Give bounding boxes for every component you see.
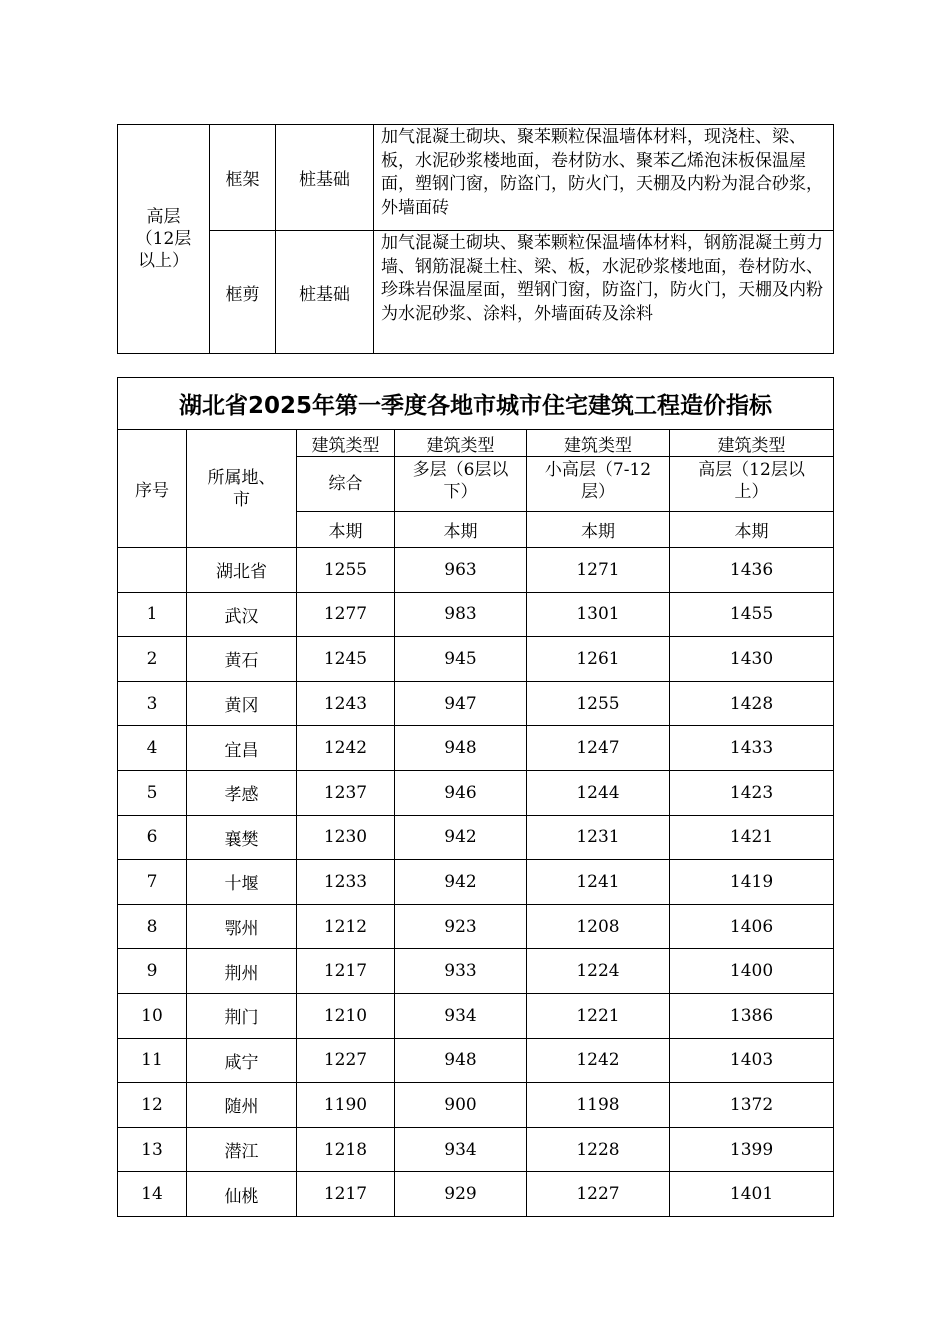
table-row bbox=[118, 770, 834, 815]
table-row bbox=[118, 1172, 834, 1217]
region-cell: 随州 bbox=[187, 1083, 297, 1128]
spec-row bbox=[118, 231, 834, 354]
value-cell: 948 bbox=[395, 726, 527, 771]
period-header: 本期 bbox=[670, 512, 834, 548]
seq-cell: 10 bbox=[118, 993, 187, 1038]
seq-cell: 4 bbox=[118, 726, 187, 771]
value-cell: 1190 bbox=[297, 1083, 395, 1128]
table-row bbox=[118, 993, 834, 1038]
region-cell: 湖北省 bbox=[187, 548, 297, 593]
value-cell: 933 bbox=[395, 949, 527, 994]
value-cell: 1198 bbox=[527, 1083, 670, 1128]
value-cell: 900 bbox=[395, 1083, 527, 1128]
value-cell: 1208 bbox=[527, 904, 670, 949]
value-cell: 947 bbox=[395, 681, 527, 726]
subtype-header bbox=[395, 457, 527, 512]
value-cell: 1227 bbox=[527, 1172, 670, 1217]
seq-cell: 8 bbox=[118, 904, 187, 949]
period-header: 本期 bbox=[527, 512, 670, 548]
value-cell: 1245 bbox=[297, 637, 395, 682]
value-cell: 963 bbox=[395, 548, 527, 593]
value-cell: 1221 bbox=[527, 993, 670, 1038]
cost-index-table bbox=[117, 377, 834, 1217]
subtype-header bbox=[297, 457, 395, 512]
value-cell: 983 bbox=[395, 592, 527, 637]
subtype-line: 下） bbox=[443, 482, 478, 502]
table-row bbox=[118, 860, 834, 905]
value-cell: 1403 bbox=[670, 1038, 834, 1083]
structure-type: 框剪 bbox=[210, 231, 276, 354]
seq-cell: 3 bbox=[118, 681, 187, 726]
seq-cell: 14 bbox=[118, 1172, 187, 1217]
value-cell: 1271 bbox=[527, 548, 670, 593]
value-cell: 1242 bbox=[297, 726, 395, 771]
subtype-line: 层） bbox=[581, 482, 615, 502]
value-cell: 1242 bbox=[527, 1038, 670, 1083]
subtype-line: 高层（12层以 bbox=[698, 460, 805, 480]
table-row bbox=[118, 949, 834, 994]
table-row bbox=[118, 681, 834, 726]
value-cell: 1423 bbox=[670, 770, 834, 815]
seq-cell: 12 bbox=[118, 1083, 187, 1128]
seq-cell: 2 bbox=[118, 637, 187, 682]
subtype-line: 多层（6层以 bbox=[412, 460, 509, 480]
value-cell: 942 bbox=[395, 815, 527, 860]
region-cell: 仙桃 bbox=[187, 1172, 297, 1217]
seq-cell: 1 bbox=[118, 592, 187, 637]
value-cell: 1261 bbox=[527, 637, 670, 682]
region-cell: 荆州 bbox=[187, 949, 297, 994]
foundation-type: 桩基础 bbox=[276, 125, 374, 231]
structure-type: 框架 bbox=[210, 125, 276, 231]
value-cell: 1255 bbox=[527, 681, 670, 726]
seq-cell: 13 bbox=[118, 1127, 187, 1172]
subtype-header bbox=[670, 457, 834, 512]
value-cell: 1386 bbox=[670, 993, 834, 1038]
region-cell: 潜江 bbox=[187, 1127, 297, 1172]
region-cell: 宜昌 bbox=[187, 726, 297, 771]
period-header: 本期 bbox=[395, 512, 527, 548]
region-cell: 武汉 bbox=[187, 592, 297, 637]
value-cell: 1227 bbox=[297, 1038, 395, 1083]
construction-description: 加气混凝土砌块、聚苯颗粒保温墙体材料，钢筋混凝土剪力墙、钢筋混凝土柱、梁、板，水泥砂浆楼地面，卷材防水、珍珠岩保温屋面，塑钢门窗，防盗门，防火门，天棚及内粉为水泥砂浆、涂料，外墙面砖及涂料 bbox=[374, 231, 834, 354]
seq-header: 序号 bbox=[118, 430, 187, 548]
value-cell: 1430 bbox=[670, 637, 834, 682]
value-cell: 1217 bbox=[297, 949, 395, 994]
value-cell: 1212 bbox=[297, 904, 395, 949]
region-header bbox=[187, 430, 297, 548]
table-title: 湖北省2025年第一季度各地市城市住宅建筑工程造价指标 bbox=[118, 378, 834, 430]
table-row bbox=[118, 548, 834, 593]
value-cell: 1228 bbox=[527, 1127, 670, 1172]
subtype-line: 小高层（7-12 bbox=[544, 460, 652, 480]
value-cell: 934 bbox=[395, 1127, 527, 1172]
value-cell: 948 bbox=[395, 1038, 527, 1083]
value-cell: 1210 bbox=[297, 993, 395, 1038]
value-cell: 1233 bbox=[297, 860, 395, 905]
header-row bbox=[118, 430, 834, 457]
value-cell: 1241 bbox=[527, 860, 670, 905]
value-cell: 1230 bbox=[297, 815, 395, 860]
seq-cell: 11 bbox=[118, 1038, 187, 1083]
foundation-type: 桩基础 bbox=[276, 231, 374, 354]
value-cell: 1421 bbox=[670, 815, 834, 860]
value-cell: 1224 bbox=[527, 949, 670, 994]
value-cell: 1455 bbox=[670, 592, 834, 637]
value-cell: 1301 bbox=[527, 592, 670, 637]
region-header-line: 市 bbox=[233, 489, 250, 510]
building-type-header: 建筑类型 bbox=[395, 430, 527, 457]
value-cell: 923 bbox=[395, 904, 527, 949]
value-cell: 1277 bbox=[297, 592, 395, 637]
region-cell: 孝感 bbox=[187, 770, 297, 815]
spec-row bbox=[118, 125, 834, 231]
table-row bbox=[118, 1038, 834, 1083]
value-cell: 1244 bbox=[527, 770, 670, 815]
value-cell: 942 bbox=[395, 860, 527, 905]
value-cell: 1372 bbox=[670, 1083, 834, 1128]
value-cell: 1399 bbox=[670, 1127, 834, 1172]
seq-cell: 9 bbox=[118, 949, 187, 994]
value-cell: 1255 bbox=[297, 548, 395, 593]
category-label: （12层 bbox=[135, 229, 192, 249]
value-cell: 929 bbox=[395, 1172, 527, 1217]
region-header-line: 所属地、 bbox=[207, 467, 276, 488]
category-label: 以上） bbox=[138, 251, 189, 271]
building-type-header: 建筑类型 bbox=[297, 430, 395, 457]
table-row bbox=[118, 592, 834, 637]
construction-description: 加气混凝土砌块、聚苯颗粒保温墙体材料，现浇柱、梁、板，水泥砂浆楼地面，卷材防水、聚苯乙烯泡沫板保温屋面，塑钢门窗，防盗门，防火门，天棚及内粉为混合砂浆，外墙面砖 bbox=[374, 125, 834, 231]
value-cell: 1406 bbox=[670, 904, 834, 949]
region-cell: 咸宁 bbox=[187, 1038, 297, 1083]
seq-cell: 6 bbox=[118, 815, 187, 860]
period-header: 本期 bbox=[297, 512, 395, 548]
value-cell: 1217 bbox=[297, 1172, 395, 1217]
table-row bbox=[118, 726, 834, 771]
subtype-line: 上） bbox=[734, 482, 769, 502]
region-cell: 黄石 bbox=[187, 637, 297, 682]
value-cell: 1401 bbox=[670, 1172, 834, 1217]
value-cell: 946 bbox=[395, 770, 527, 815]
building-type-header: 建筑类型 bbox=[527, 430, 670, 457]
value-cell: 1231 bbox=[527, 815, 670, 860]
subtype-line: 综合 bbox=[328, 474, 363, 494]
subtype-header bbox=[527, 457, 670, 512]
value-cell: 1243 bbox=[297, 681, 395, 726]
value-cell: 1247 bbox=[527, 726, 670, 771]
table-row bbox=[118, 1127, 834, 1172]
seq-cell: 5 bbox=[118, 770, 187, 815]
seq-cell bbox=[118, 548, 187, 593]
value-cell: 945 bbox=[395, 637, 527, 682]
building-type-header: 建筑类型 bbox=[670, 430, 834, 457]
building-spec-table bbox=[117, 124, 834, 354]
category-cell bbox=[118, 125, 210, 354]
value-cell: 1237 bbox=[297, 770, 395, 815]
region-cell: 荆门 bbox=[187, 993, 297, 1038]
region-cell: 十堰 bbox=[187, 860, 297, 905]
region-cell: 鄂州 bbox=[187, 904, 297, 949]
value-cell: 1218 bbox=[297, 1127, 395, 1172]
region-cell: 黄冈 bbox=[187, 681, 297, 726]
value-cell: 934 bbox=[395, 993, 527, 1038]
table-row bbox=[118, 637, 834, 682]
value-cell: 1436 bbox=[670, 548, 834, 593]
value-cell: 1419 bbox=[670, 860, 834, 905]
value-cell: 1433 bbox=[670, 726, 834, 771]
category-label: 高层 bbox=[146, 207, 181, 227]
table-row bbox=[118, 904, 834, 949]
region-cell: 襄樊 bbox=[187, 815, 297, 860]
value-cell: 1428 bbox=[670, 681, 834, 726]
table-row bbox=[118, 815, 834, 860]
seq-cell: 7 bbox=[118, 860, 187, 905]
value-cell: 1400 bbox=[670, 949, 834, 994]
table-row bbox=[118, 1083, 834, 1128]
